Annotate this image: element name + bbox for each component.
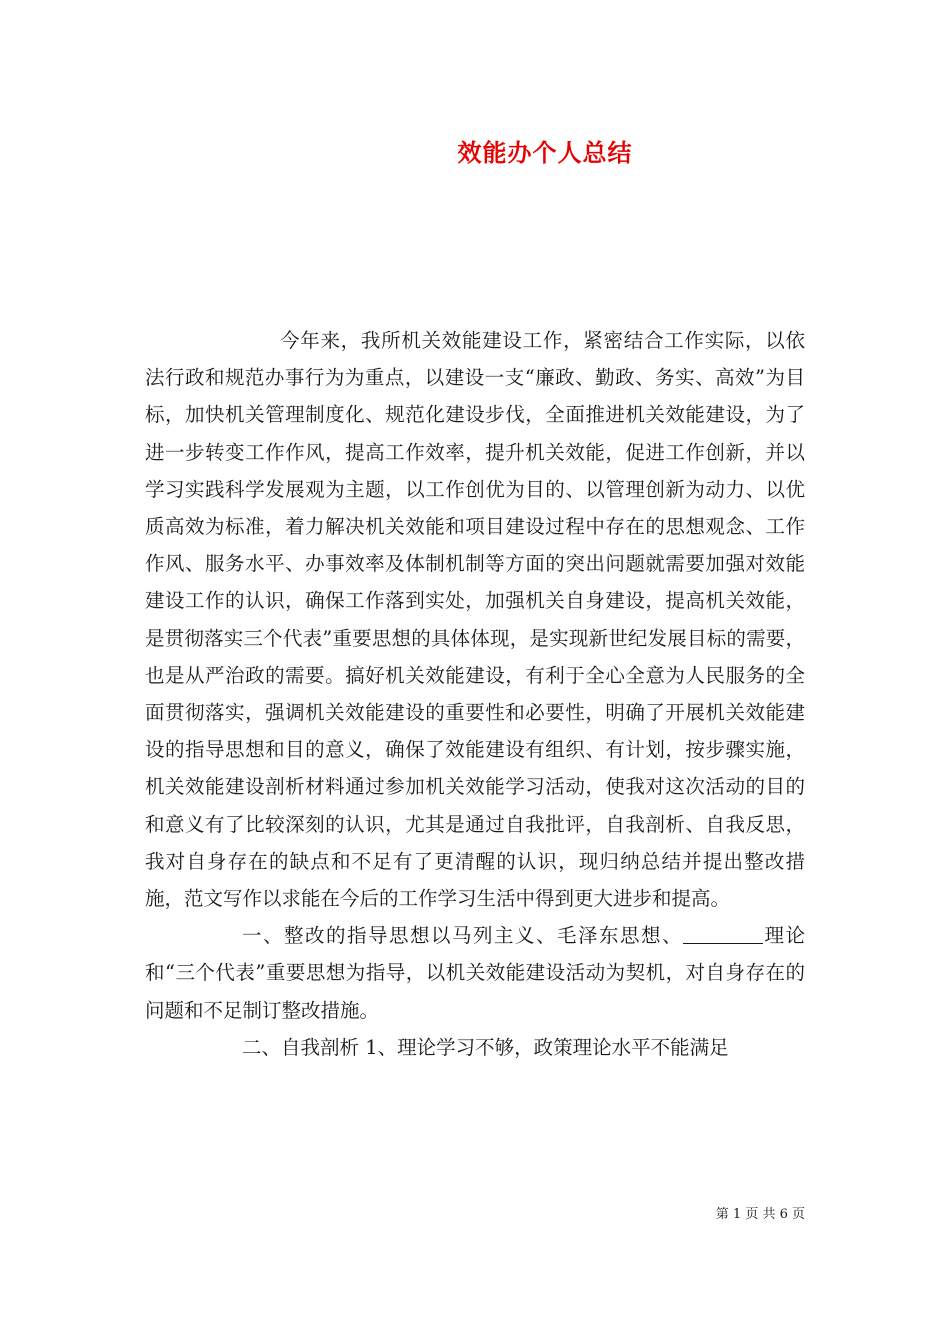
section-one-continuation: 理论和“三个代表”重要思想为指导，以机关效能建设活动为契机，对自身存在的问题和不足制订整改措施。 <box>145 924 805 1022</box>
fill-in-blank <box>683 923 763 944</box>
document-title: 效能办个人总结 <box>457 138 633 167</box>
document-body <box>145 322 805 1066</box>
section-one-prefix: 一、整改的指导思想以马列主义、毛泽东思想、 <box>242 924 683 948</box>
paragraph-section-one <box>145 917 805 1029</box>
page-number-footer: 第 1 页 共 6 页 <box>715 1207 805 1222</box>
paragraph-section-two: 二、自我剖析 1、理论学习不够，政策理论水平不能满足 <box>242 1035 729 1059</box>
paragraph-intro: 今年来，我所机关效能建设工作，紧密结合工作实际，以依法行政和规范办事行为为重点，以建设一支“廉政、勤政、务实、高效”为目标，加快机关管理制度化、规范化建设步伐，全面推进机关效能建设，为了进一步转变工作作风，提高工作效率，提升机关效能，促进工作创新，并以学习实践科学发展观为主题，以工作创优为目的、以管理创新为动力、以优质高效为标准，着力解决机关效能和项目建设过程中存在的思想观念、工作作风、服务水平、办事效率及体制机制等方面的突出问题就需要加强对效能建设工作的认识，确保工作落到实处，加强机关自身建设，提高机关效能，是贯彻落实三个代表”重要思想的具体体现，是实现新世纪发展目标的需要，也是从严治政的需要。搞好机关效能建设，有利于全心全意为人民服务的全面贯彻落实，强调机关效能建设的重要性和必要性，明确了开展机关效能建设的指导思想和目的意义，确保了效能建设有组织、有计划，按步骤实施，机关效能建设剖析材料通过参加机关效能学习活动，使我对这次活动的目的和意义有了比较深刻的认识，尤其是通过自我批评，自我剖析、自我反思，我对自身存在的缺点和不足有了更清醒的认识，现归纳总结并提出整改措施，范文写作以求能在今后的工作学习生活中得到更大进步和提高。 <box>145 329 805 911</box>
